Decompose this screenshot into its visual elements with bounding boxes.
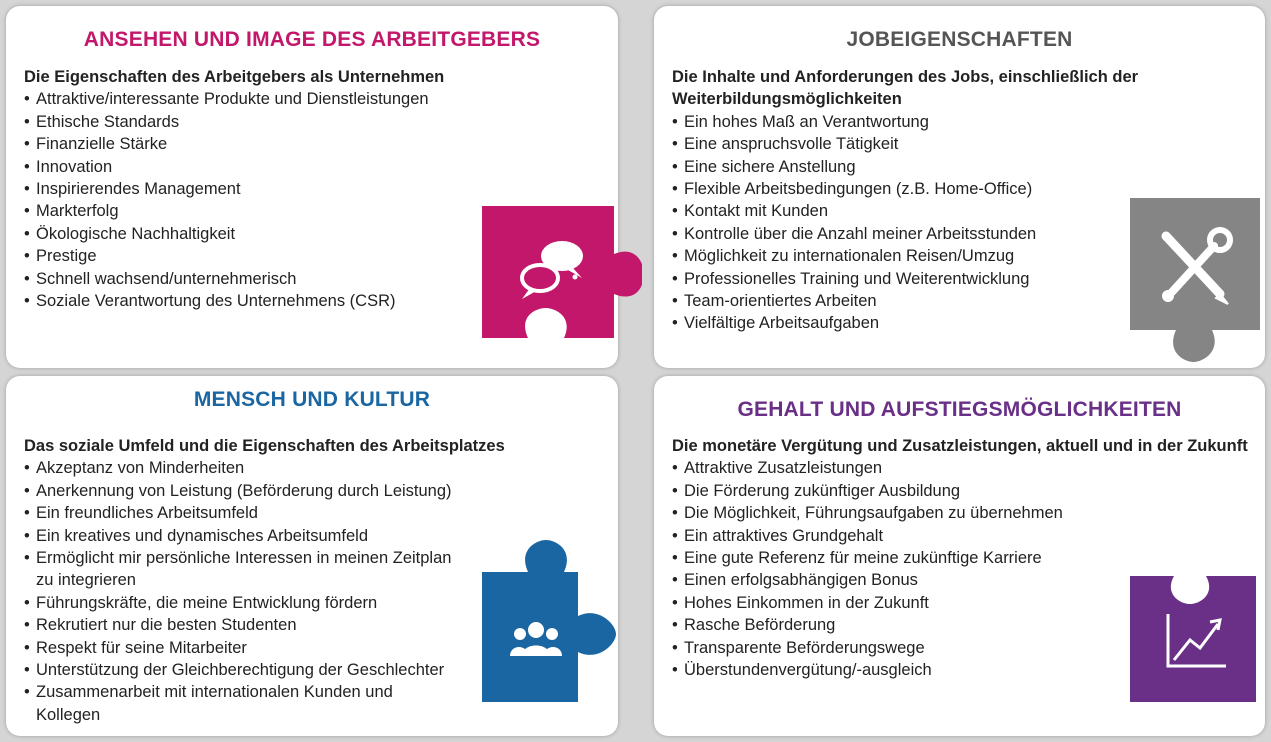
list-item: • Anerkennung von Leistung (Beförderung durch Leistung) — [24, 480, 454, 502]
list-item: • Kontakt mit Kunden — [672, 200, 1142, 222]
list-item: • Professionelles Training und Weiterentwicklung — [672, 268, 1142, 290]
list-item: • Schnell wachsend/unternehmerisch — [24, 268, 494, 290]
blue-puzzle-piece — [480, 538, 618, 704]
people-culture-subtitle: Das soziale Umfeld und die Eigenschaften des Arbeitsplatzes — [24, 437, 505, 455]
list-item: • Ein freundliches Arbeitsumfeld — [24, 502, 454, 524]
list-item: • Kontrolle über die Anzahl meiner Arbeitsstunden — [672, 223, 1142, 245]
list-item: • Überstundenvergütung/-ausgleich — [672, 659, 1142, 681]
people-culture-title: MENSCH UND KULTUR — [193, 388, 431, 411]
list-item: • Attraktive/interessante Produkte und Dienstleistungen — [24, 88, 494, 110]
employer-image-subtitle: Die Eigenschaften des Arbeitgebers als Unternehmen — [24, 68, 445, 86]
list-item: • Team-orientiertes Arbeiten — [672, 290, 1142, 312]
list-item: • Ein hohes Maß an Verantwortung — [672, 111, 1142, 133]
employer-image-list — [24, 88, 494, 312]
list-item: • Finanzielle Stärke — [24, 133, 494, 155]
list-item: • Die Möglichkeit, Führungsaufgaben zu übernehmen — [672, 502, 1142, 524]
list-item: • Transparente Beförderungswege — [672, 637, 1142, 659]
list-item: • Attraktive Zusatzleistungen — [672, 457, 1142, 479]
list-item: • Die Förderung zukünftiger Ausbildung — [672, 480, 1142, 502]
list-item: • Einen erfolgsabhängigen Bonus — [672, 569, 1142, 591]
list-item: • Eine sichere Anstellung — [672, 156, 1142, 178]
magenta-puzzle-piece — [480, 204, 642, 344]
list-item: • Unterstützung der Gleichberechtigung der Geschlechter — [24, 659, 454, 681]
list-item: • Möglichkeit zu internationalen Reisen/Umzug — [672, 245, 1142, 267]
job-features-list — [672, 111, 1142, 335]
list-item: • Ein attraktives Grundgehalt — [672, 525, 1142, 547]
list-item: • Soziale Verantwortung des Unternehmens (CSR) — [24, 290, 494, 312]
list-item: • Eine gute Referenz für meine zukünftige Karriere — [672, 547, 1142, 569]
salary-career-title: GEHALT UND AUFSTIEGSMÖGLICHKEITEN — [737, 398, 1182, 421]
list-item: • Akzeptanz von Minderheiten — [24, 457, 454, 479]
employer-image-card — [6, 6, 618, 368]
salary-career-list — [672, 457, 1142, 681]
job-features-title: JOBEIGENSCHAFTEN — [846, 28, 1073, 51]
list-item: • Innovation — [24, 156, 494, 178]
people-culture-card — [6, 376, 618, 736]
list-item: • Ökologische Nachhaltigkeit — [24, 223, 494, 245]
job-features-subtitle: Die Inhalte und Anforderungen des Jobs, einschließlich der Weiterbildungsmöglichkeiten — [672, 68, 1139, 109]
list-item: • Ermöglicht mir persönliche Interessen in meinen Zeitplan zu integrieren — [24, 547, 454, 592]
list-item: • Flexible Arbeitsbedingungen (z.B. Home-Office) — [672, 178, 1142, 200]
list-item: • Ein kreatives und dynamisches Arbeitsumfeld — [24, 525, 454, 547]
list-item: • Hohes Einkommen in der Zukunft — [672, 592, 1142, 614]
purple-puzzle-piece — [1128, 574, 1260, 706]
list-item: • Zusammenarbeit mit internationalen Kunden und Kollegen — [24, 681, 454, 726]
grey-puzzle-piece — [1128, 196, 1262, 364]
list-item: • Vielfältige Arbeitsaufgaben — [672, 312, 1142, 334]
list-item: • Rasche Beförderung — [672, 614, 1142, 636]
list-item: • Eine anspruchsvolle Tätigkeit — [672, 133, 1142, 155]
list-item: • Respekt für seine Mitarbeiter — [24, 637, 454, 659]
list-item: • Prestige — [24, 245, 494, 267]
employer-image-title: ANSEHEN UND IMAGE DES ARBEITGEBERS — [83, 28, 541, 51]
salary-career-subtitle: Die monetäre Vergütung und Zusatzleistungen, aktuell und in der Zukunft — [672, 437, 1248, 455]
people-culture-list — [24, 457, 454, 726]
list-item: • Inspirierendes Management — [24, 178, 494, 200]
list-item: • Markterfolg — [24, 200, 494, 222]
list-item: • Führungskräfte, die meine Entwicklung fördern — [24, 592, 454, 614]
list-item: • Ethische Standards — [24, 111, 494, 133]
list-item: • Rekrutiert nur die besten Studenten — [24, 614, 454, 636]
job-features-card — [654, 6, 1265, 368]
salary-career-card — [654, 376, 1265, 736]
